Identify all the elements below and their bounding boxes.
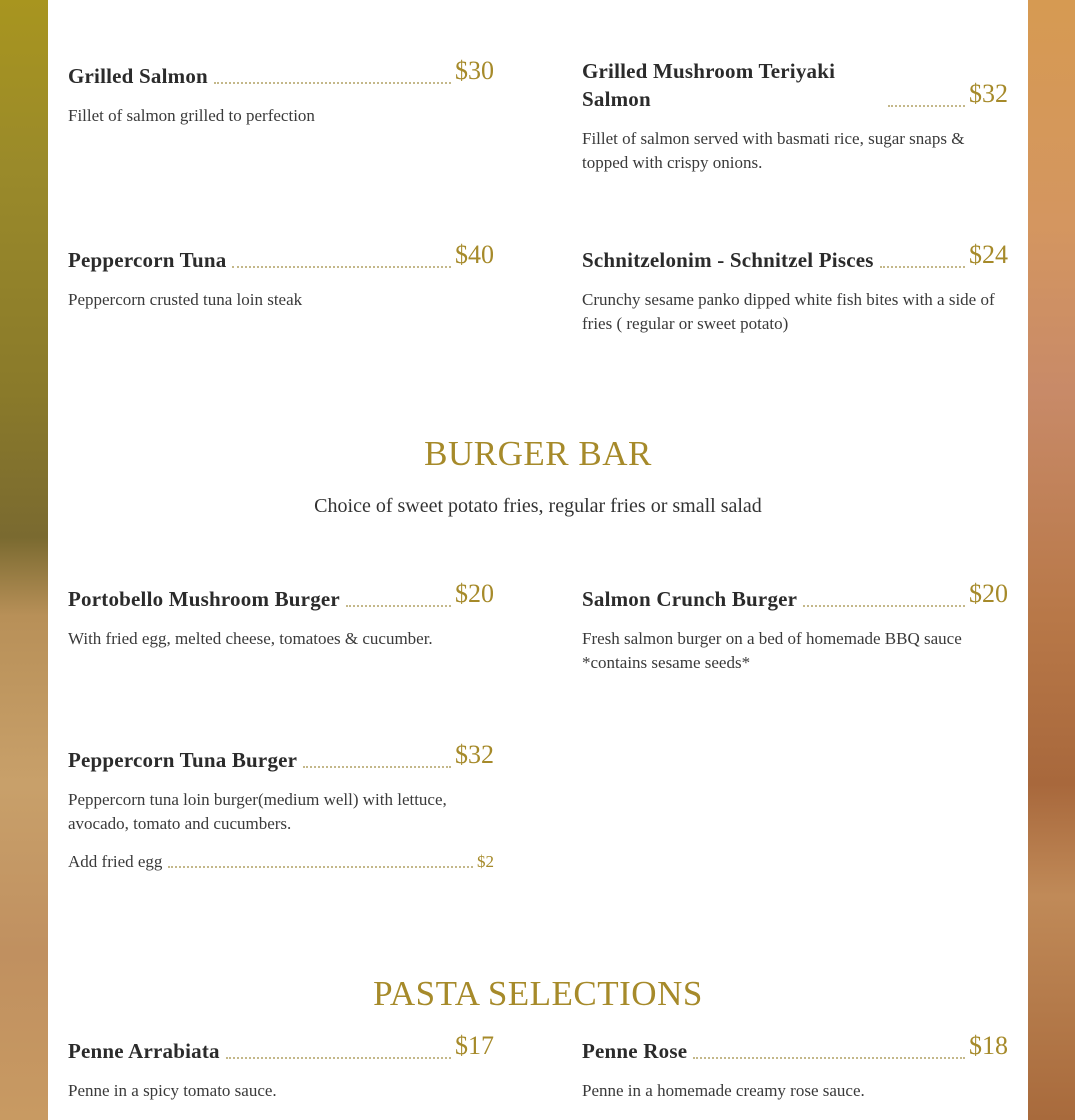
item-price: $32 xyxy=(455,740,494,769)
background-right xyxy=(1028,0,1075,1120)
addon-label: Add fried egg xyxy=(68,852,163,871)
item-price: $32 xyxy=(969,79,1008,108)
item-name: Peppercorn Tuna xyxy=(68,248,227,272)
item-price: $20 xyxy=(969,579,1008,608)
dotted-leader xyxy=(226,1057,451,1059)
menu-item xyxy=(582,240,1008,336)
menu-item xyxy=(68,56,494,128)
item-description: With fried egg, melted cheese, tomatoes & cucumber. xyxy=(68,629,433,648)
item-name: Grilled Mushroom Teriyaki Salmon xyxy=(582,59,836,111)
item-description: Fillet of salmon grilled to perfection xyxy=(68,106,315,125)
section-subtitle: Choice of sweet potato fries, regular fries or small salad xyxy=(314,495,762,517)
dotted-leader xyxy=(232,266,451,268)
dotted-leader xyxy=(880,266,965,268)
item-name: Salmon Crunch Burger xyxy=(582,587,798,611)
dotted-leader xyxy=(346,605,451,607)
item-name: Penne Rose xyxy=(582,1039,688,1063)
item-description: Crunchy sesame panko dipped white fish bites with a side of fries ( regular or sweet potato) xyxy=(582,290,995,333)
background-left xyxy=(0,0,48,1120)
dotted-leader xyxy=(168,866,473,868)
item-name: Grilled Salmon xyxy=(68,64,208,88)
item-price: $24 xyxy=(969,240,1008,269)
menu-item xyxy=(68,740,494,872)
dotted-leader xyxy=(803,605,965,607)
item-price: $18 xyxy=(969,1031,1008,1060)
item-description: Penne in a spicy tomato sauce. xyxy=(68,1081,277,1100)
item-description: Fresh salmon burger on a bed of homemade BBQ sauce *contains sesame seeds* xyxy=(582,629,962,672)
dotted-leader xyxy=(888,105,965,107)
item-name: Portobello Mushroom Burger xyxy=(68,587,340,611)
item-price: $40 xyxy=(455,240,494,269)
item-name: Schnitzelonim - Schnitzel Pisces xyxy=(582,248,874,272)
menu-item xyxy=(582,579,1008,675)
menu-item xyxy=(68,240,494,312)
dotted-leader xyxy=(303,766,451,768)
item-description: Peppercorn crusted tuna loin steak xyxy=(68,290,303,309)
item-name: Peppercorn Tuna Burger xyxy=(68,748,298,772)
menu-item xyxy=(582,57,1008,175)
item-price: $17 xyxy=(455,1031,494,1060)
item-description: Penne in a homemade creamy rose sauce. xyxy=(582,1081,865,1100)
addon-price: $2 xyxy=(477,852,494,871)
item-description: Peppercorn tuna loin burger(medium well) with lettuce, avocado, tomato and cucumbers. xyxy=(68,790,447,833)
item-name: Penne Arrabiata xyxy=(68,1039,220,1063)
menu-item xyxy=(68,579,494,651)
item-price: $30 xyxy=(455,56,494,85)
menu-page xyxy=(48,0,1028,1120)
section-title-burger-bar: BURGER BAR xyxy=(424,434,652,473)
item-price: $20 xyxy=(455,579,494,608)
section-title-pasta: PASTA SELECTIONS xyxy=(373,974,703,1013)
menu-item xyxy=(68,1031,494,1103)
dotted-leader xyxy=(693,1057,965,1059)
addon-row xyxy=(68,852,494,872)
item-description: Fillet of salmon served with basmati rice, sugar snaps & topped with crispy onions. xyxy=(582,129,965,172)
menu-item xyxy=(582,1031,1008,1103)
dotted-leader xyxy=(214,82,451,84)
